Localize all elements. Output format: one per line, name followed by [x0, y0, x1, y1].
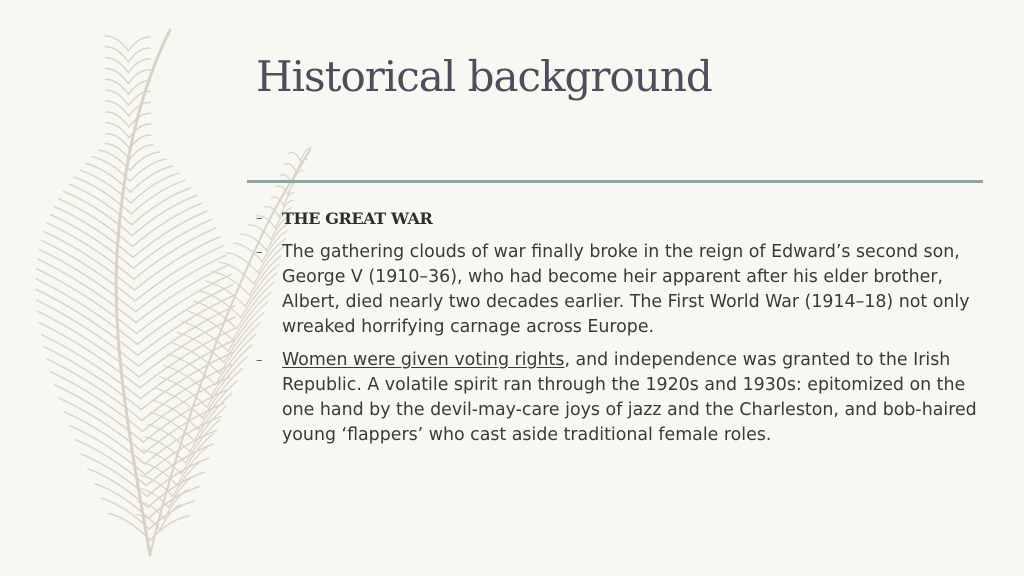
dash-bullet-icon: –: [256, 245, 263, 260]
bullet-item-heading: [256, 206, 986, 232]
dash-bullet-icon: –: [256, 353, 263, 368]
page-title: Historical background: [256, 52, 712, 101]
bullet-item-paragraph: [256, 348, 986, 448]
dash-bullet-icon: –: [256, 211, 263, 226]
voting-rights-link[interactable]: Women were given voting rights: [282, 350, 565, 370]
bullet-list: [256, 206, 986, 456]
title-divider: [247, 180, 983, 183]
bullet-text: The gathering clouds of war finally broke in the reign of Edward’s second son, George V (1910–36), who had become heir apparent after his elder brother, Albert, died nearly two decades earlier. The First World War (1914–18) not only wreaked horrifying carnage across Europe.: [282, 242, 970, 337]
bullet-item-paragraph: [256, 240, 986, 340]
bullet-text: , and independence was granted to the Irish Republic. A volatile spirit ran through the 1920s and 1930s: epitomized on the one hand by the devil-may-care joys of jazz and the Charleston, and bob-haired young ‘flappers’ who cast aside traditional female roles.: [282, 350, 977, 445]
section-heading: THE GREAT WAR: [282, 209, 433, 228]
